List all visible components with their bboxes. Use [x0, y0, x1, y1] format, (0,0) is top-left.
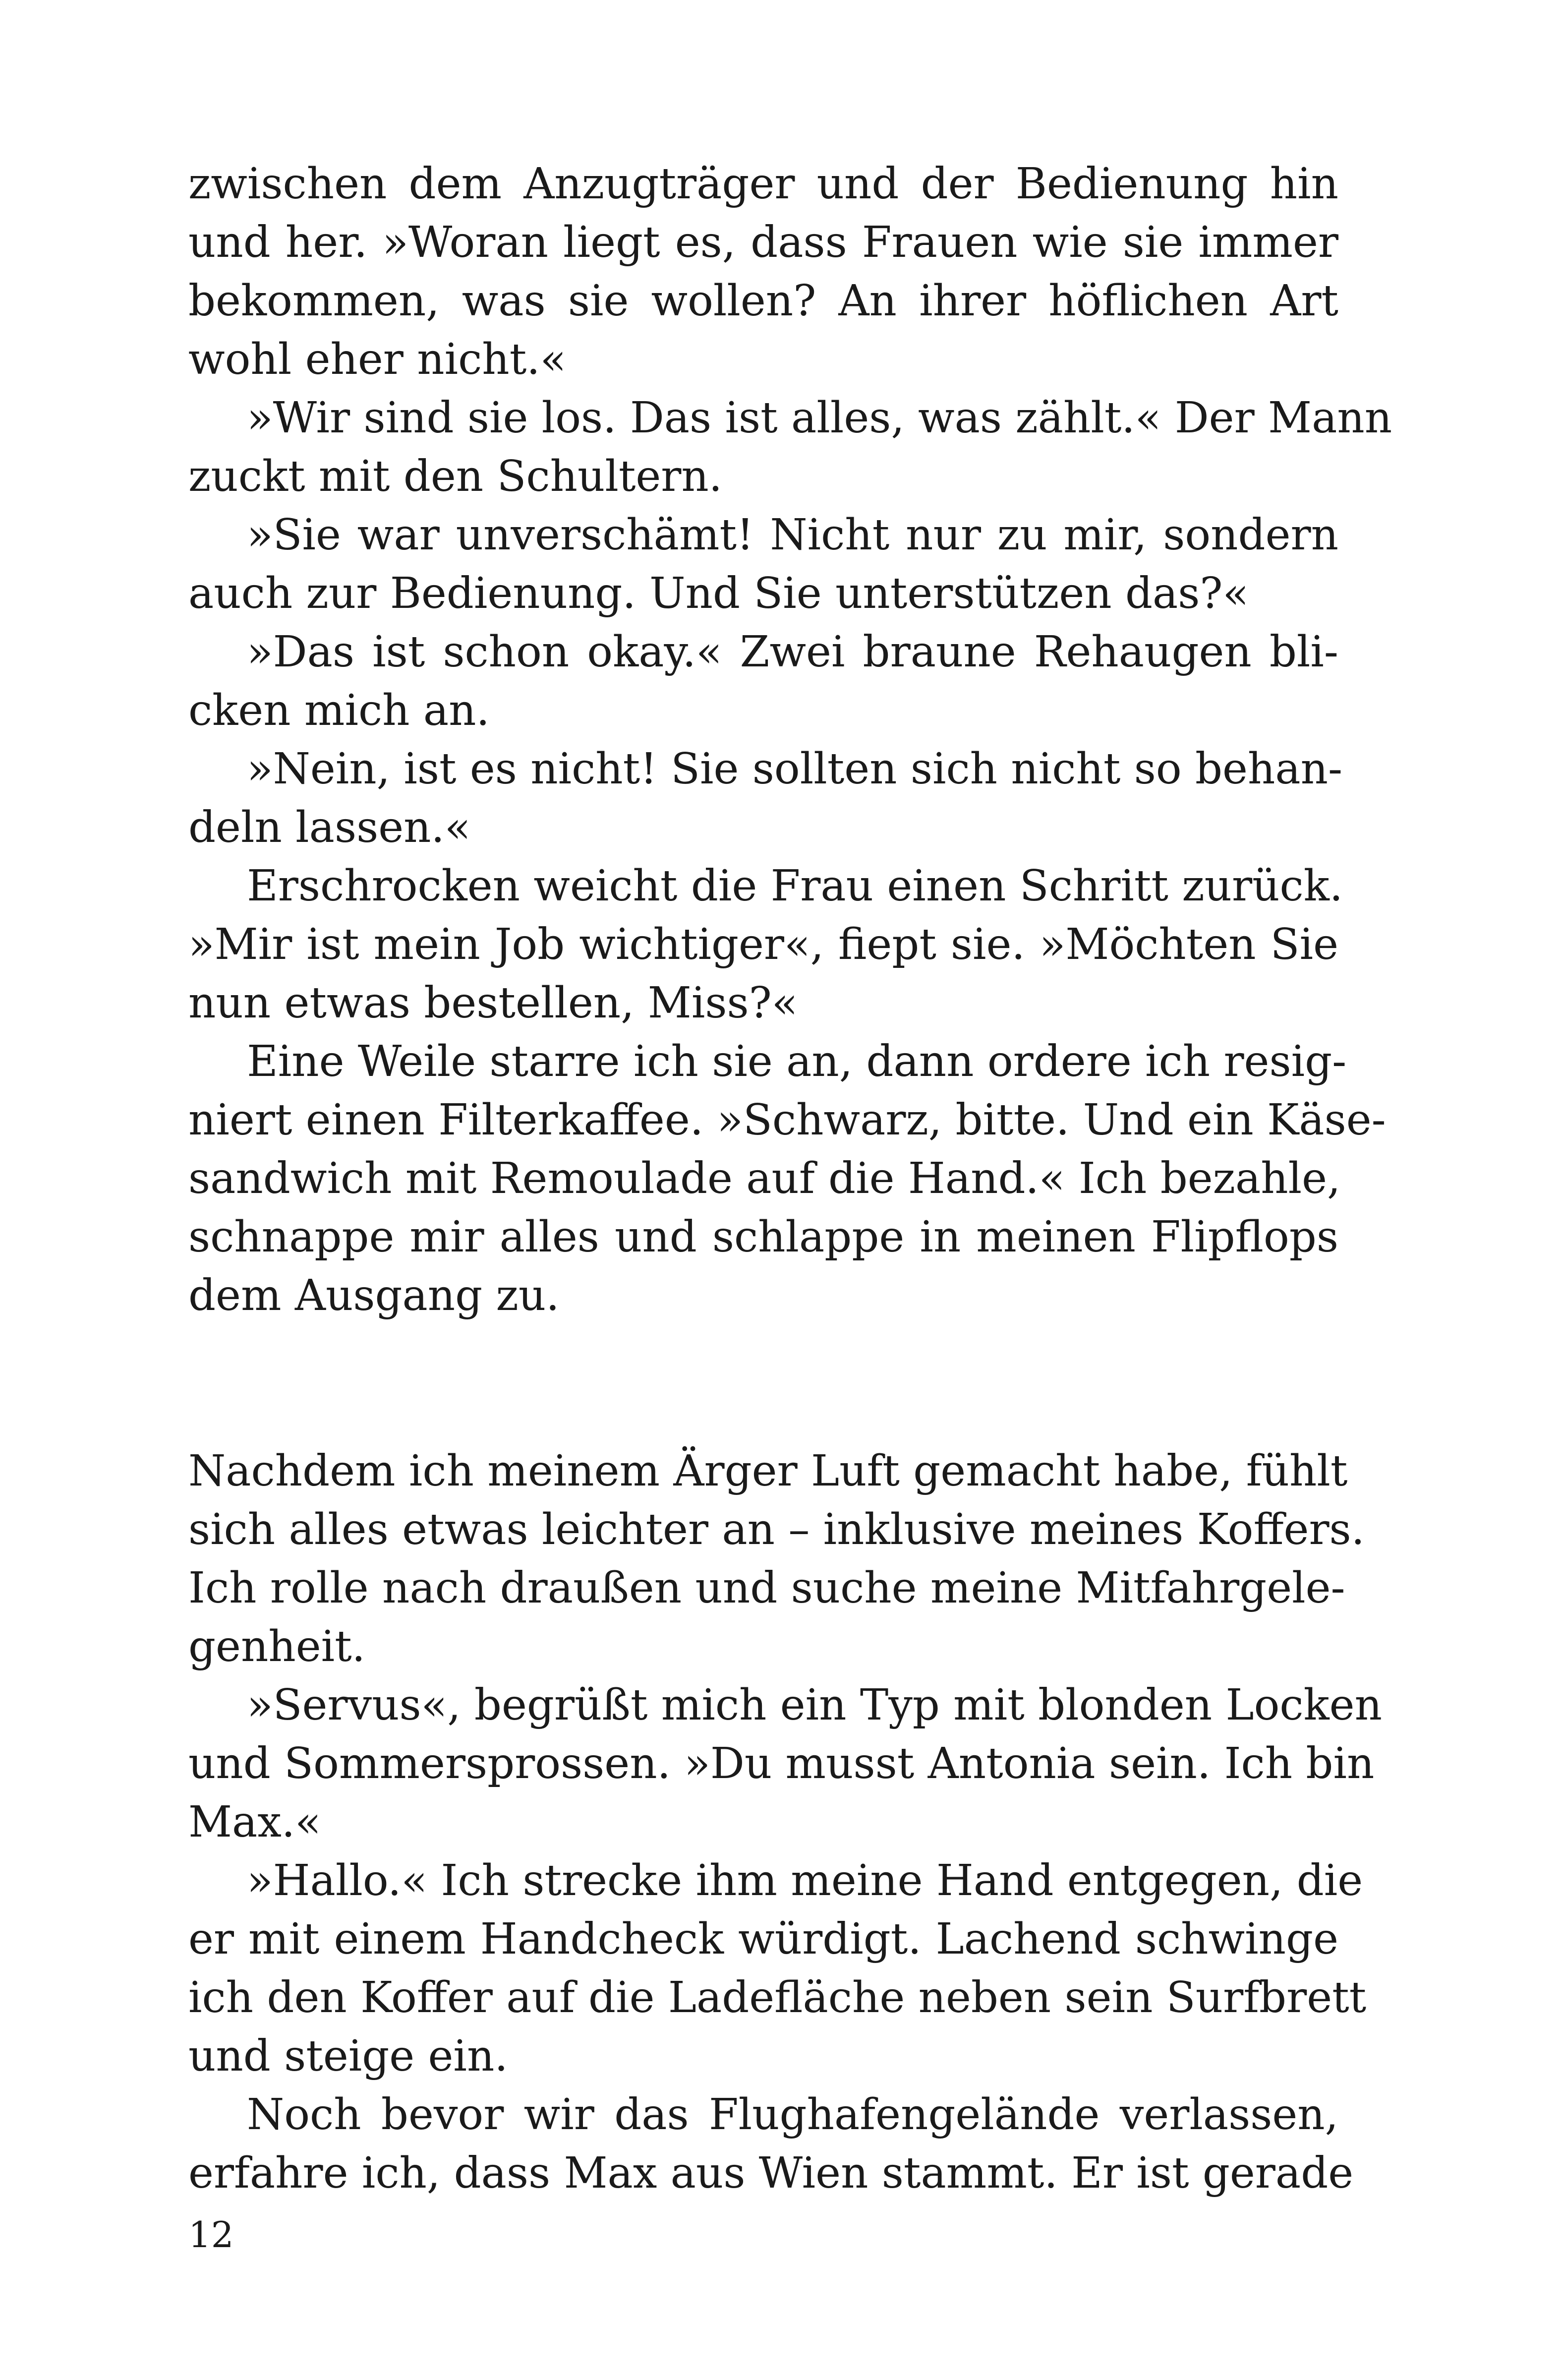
paragraph: [188, 1851, 1367, 2085]
paragraph: [188, 389, 1392, 506]
text-line: sandwich mit Remoulade auf die Hand.« Ich bezahle,: [188, 1154, 1341, 1203]
paragraph: [188, 506, 1338, 623]
text-line: niert einen Filterkaffee. »Schwarz, bitte. Und ein Käse-: [188, 1095, 1386, 1145]
text-line: zuckt mit den Schultern.: [188, 452, 723, 501]
text-line: Erschrocken weicht die Frau einen Schritt zurück.: [247, 861, 1343, 911]
text-line: ich den Koffer auf die Ladefläche neben sein Surfbrett: [188, 1973, 1367, 2023]
text-line: wohl eher nicht.«: [188, 335, 567, 384]
text-line: »Hallo.« Ich strecke ihm meine Hand entgegen, die: [247, 1856, 1363, 1905]
section-break: [188, 1325, 1338, 1442]
text-line: deln lassen.«: [188, 803, 471, 852]
text-line: zwischen dem Anzugträger und der Bedienung hin: [188, 159, 1338, 209]
text-line: und her. »Woran liegt es, dass Frauen wie sie immer: [188, 218, 1338, 267]
paragraph: [188, 155, 1338, 389]
text-line: Max.«: [188, 1797, 321, 1847]
text-line: nun etwas bestellen, Miss?«: [188, 978, 798, 1028]
paragraph: [188, 1442, 1365, 1676]
text-line: »Sie war unverschämt! Nicht nur zu mir, sondern: [247, 510, 1338, 560]
paragraph: [188, 1032, 1386, 1325]
text-line: bekommen, was sie wollen? An ihrer höflichen Art: [188, 276, 1338, 326]
paragraph: [188, 857, 1343, 1032]
text-line: auch zur Bedienung. Und Sie unterstützen das?«: [188, 569, 1249, 618]
text-line: cken mich an.: [188, 686, 490, 735]
text-line: Ich rolle nach draußen und suche meine Mitfahrgele-: [188, 1563, 1345, 1613]
text-line: dem Ausgang zu.: [188, 1271, 560, 1320]
body-text: [188, 155, 1392, 2202]
paragraph: [188, 740, 1343, 857]
text-line: »Wir sind sie los. Das ist alles, was zählt.« Der Mann: [247, 393, 1392, 443]
text-line: erfahre ich, dass Max aus Wien stammt. Er ist gerade: [188, 2148, 1354, 2198]
text-line: er mit einem Handcheck würdigt. Lachend schwinge: [188, 1914, 1338, 1964]
text-line: schnappe mir alles und schlappe in meinen Flipflops: [188, 1212, 1338, 1262]
text-line: sich alles etwas leichter an – inklusive meines Koffers.: [188, 1505, 1365, 1554]
text-line: Eine Weile starre ich sie an, dann ordere ich resig-: [247, 1037, 1347, 1086]
text-line: »Nein, ist es nicht! Sie sollten sich nicht so behan-: [247, 744, 1343, 794]
text-line: »Servus«, begrüßt mich ein Typ mit blonden Locken: [247, 1680, 1382, 1730]
paragraph: [188, 2085, 1354, 2202]
page-number: 12: [188, 2214, 234, 2256]
paragraph: [188, 623, 1338, 740]
text-line: Noch bevor wir das Flughafengelände verlassen,: [247, 2090, 1338, 2140]
text-line: und steige ein.: [188, 2031, 508, 2081]
text-line: Nachdem ich meinem Ärger Luft gemacht habe, fühlt: [188, 1446, 1348, 1496]
text-line: und Sommersprossen. »Du musst Antonia sein. Ich bin: [188, 1739, 1375, 1788]
paragraph: [188, 1676, 1382, 1851]
text-line: genheit.: [188, 1622, 366, 1671]
text-line: »Das ist schon okay.« Zwei braune Rehaugen bli-: [247, 627, 1338, 677]
text-line: »Mir ist mein Job wichtiger«, fiept sie. »Möchten Sie: [188, 920, 1338, 969]
